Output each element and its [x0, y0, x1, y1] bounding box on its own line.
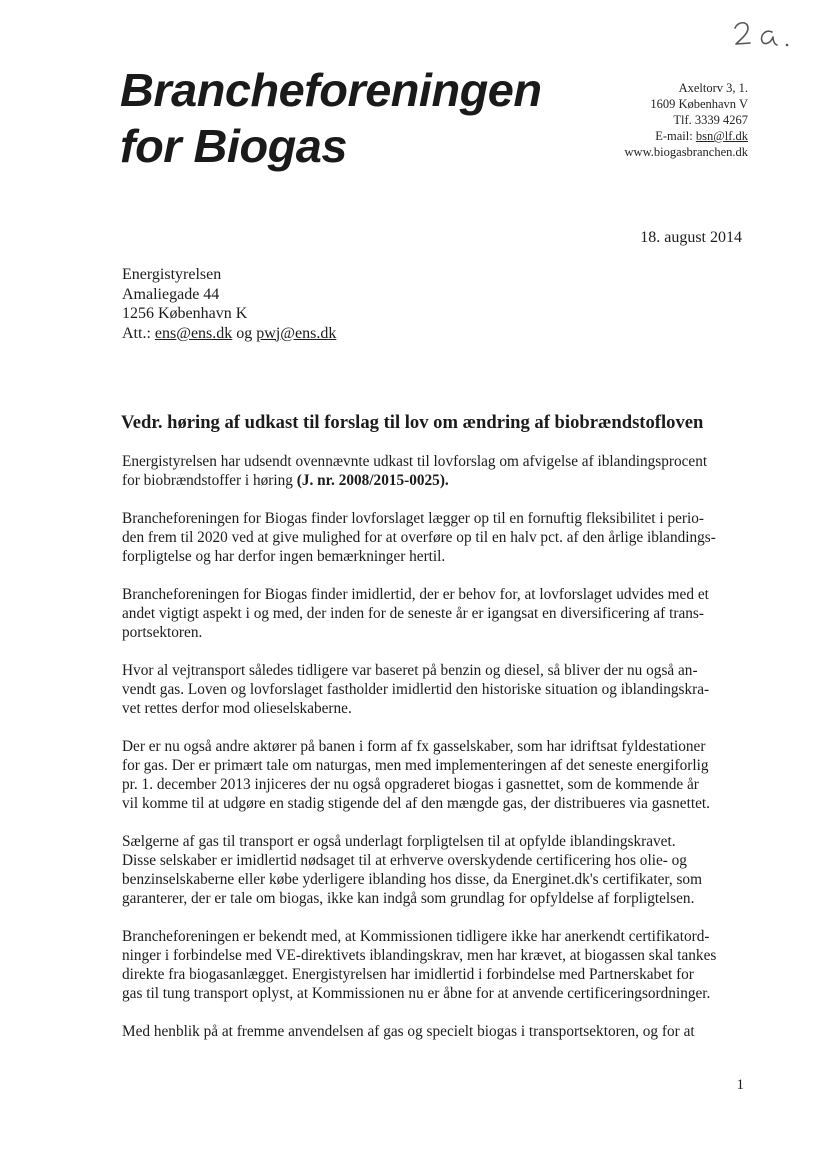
recipient-name: Energistyrelsen: [122, 266, 222, 283]
paragraph-line: [122, 699, 762, 718]
paragraph-line-text: Med henblik på at fremme anvendelsen af gas og specielt biogas i transportsektoren, og for at: [122, 1023, 695, 1040]
paragraph-line-text: vil komme til at udgøre en stadig stigende del af den mængde gas, der distribueres via gasnettet.: [122, 795, 710, 812]
contact-block: [625, 80, 748, 160]
paragraph-line-text: for gas. Der er primært tale om naturgas, men med implementeringen af det seneste energiforlig: [122, 757, 709, 774]
paragraph-line-text: vendt gas. Loven og lovforslaget fastholder imidlertid den historiske situation og iblandingskra-: [122, 681, 710, 698]
recipient-block: [122, 265, 336, 343]
paragraph-line: [122, 946, 762, 965]
paragraph-line: [122, 851, 762, 870]
paragraph-line-text: vet rettes derfor mod olieselskaberne.: [122, 700, 352, 717]
organization-name-line1: Brancheforeningen: [120, 64, 542, 116]
contact-address: Axeltorv 3, 1.: [678, 81, 748, 95]
paragraph-line: [122, 604, 762, 623]
letter-body: [122, 452, 762, 1060]
paragraph-line: [122, 661, 762, 680]
paragraph-line: [122, 927, 762, 946]
paragraph-line: [122, 452, 762, 471]
paragraph-line-text: portsektoren.: [122, 624, 203, 641]
contact-city: 1609 København V: [650, 97, 748, 111]
letter-date: 18. august 2014: [640, 229, 742, 246]
paragraph-line: [122, 832, 762, 851]
paragraph-line-text: Sælgerne af gas til transport er også underlagt forpligtelsen til at opfylde iblandingskravet.: [122, 833, 676, 850]
paragraph-line-text: Disse selskaber er imidlertid nødsaget til at erhverve overskydende certificering hos olie- og: [122, 852, 687, 869]
paragraph-line-text: benzinselskaberne eller købe yderligere iblanding hos disse, da Energinet.dk's certifikater, som: [122, 871, 702, 888]
paragraph-line-text: den frem til 2020 ved at give mulighed for at overføre op til en halv pct. af den årlige iblandings-: [122, 529, 716, 546]
attention-email-2[interactable]: pwj@ens.dk: [256, 324, 337, 342]
paragraph-line: [122, 756, 762, 775]
contact-website[interactable]: www.biogasbranchen.dk: [624, 145, 748, 159]
paragraph-line-text: Brancheforeningen for Biogas finder lovforslaget lægger op til en fornuftig fleksibilitet i perio-: [122, 510, 704, 527]
paragraph-line-text: Hvor al vejtransport således tidligere var baseret på benzin og diesel, så bliver der nu også an-: [122, 662, 698, 679]
paragraph-line: [122, 870, 762, 889]
body-paragraph-1: [122, 452, 762, 490]
paragraph-line-text: andet vigtigt aspekt i og med, der inden for de seneste år er igangsat en diversificering af trans-: [122, 605, 704, 622]
paragraph-line: [122, 528, 762, 547]
paragraph-line-text: forpligtelse og har derfor ingen bemærkninger hertil.: [122, 548, 446, 565]
paragraph-line: [122, 965, 762, 984]
handwritten-annotation-text: [732, 58, 733, 59]
contact-email-line: [625, 128, 748, 144]
body-paragraph-6: [122, 832, 762, 908]
paragraph-line: [122, 737, 762, 756]
body-paragraph-3: [122, 585, 762, 642]
paragraph-line: [122, 984, 762, 1003]
recipient-street: Amaliegade 44: [122, 285, 220, 303]
recipient-attention: [122, 324, 336, 344]
organization-name-line2: for Biogas: [120, 120, 347, 172]
organization-name: [120, 62, 541, 174]
paragraph-line-text: direkte fra biogasanlægget. Energistyrelsen har imidlertid i forbindelse med Partnerskabet for: [122, 966, 694, 983]
attention-conjunction: og: [232, 324, 257, 342]
paragraph-line: [122, 623, 762, 642]
attention-email-1[interactable]: ens@ens.dk: [154, 324, 233, 342]
paragraph-line: [122, 471, 762, 490]
attention-label: Att.:: [122, 324, 155, 342]
paragraph-line-text: Der er nu også andre aktører på banen i form af fx gasselskaber, som har idriftsat fyldestationer: [122, 738, 706, 755]
paragraph-line: [122, 889, 762, 908]
contact-email-link[interactable]: bsn@lf.dk: [695, 129, 748, 143]
paragraph-line-text: for biobrændstoffer i høring: [122, 472, 297, 489]
contact-phone: Tlf. 3339 4267: [673, 113, 748, 127]
paragraph-line-text: garanterer, der er tale om biogas, ikke kan indgå som grundlag for opfyldelse af forpligtelsen.: [122, 890, 695, 907]
paragraph-line-text: ninger i forbindelse med VE-direktivets iblandingskrav, men har krævet, at biogassen skal tankes: [122, 947, 717, 964]
paragraph-line: [122, 794, 762, 813]
paragraph-line-text: pr. 1. december 2013 injiceres der nu også opgraderet biogas i gasnettet, som de kommende år: [122, 776, 699, 793]
paragraph-line: [122, 585, 762, 604]
recipient-city: 1256 København K: [122, 305, 248, 322]
letter-subject: Vedr. høring af udkast til forslag til lov om ændring af biobrændstofloven: [121, 412, 704, 433]
body-paragraph-8: [122, 1022, 762, 1041]
journal-number: (J. nr. 2008/2015-0025).: [296, 472, 449, 489]
body-paragraph-7: [122, 927, 762, 1003]
body-paragraph-5: [122, 737, 762, 813]
paragraph-line: [122, 509, 762, 528]
paragraph-line-text: Brancheforeningen for Biogas finder imidlertid, der er behov for, at lovforslaget udvides med et: [122, 586, 709, 603]
paragraph-line-text: gas til tung transport oplyst, at Kommissionen nu er åbne for at anvende certificeringsordninger.: [122, 985, 711, 1002]
paragraph-line: [122, 680, 762, 699]
handwritten-annotation: [732, 18, 802, 58]
paragraph-line: [122, 775, 762, 794]
contact-email-label: E-mail:: [655, 129, 696, 143]
page-number: 1: [736, 1077, 744, 1093]
paragraph-line-text: Brancheforeningen er bekendt med, at Kommissionen tidligere ikke har anerkendt certifikatord-: [122, 928, 710, 945]
handwritten-annotation-drawing: [732, 18, 802, 58]
body-paragraph-4: [122, 661, 762, 718]
paragraph-line-text: Energistyrelsen har udsendt ovennævnte udkast til lovforslag om afvigelse af iblandingsprocent: [122, 453, 708, 470]
body-paragraph-2: [122, 509, 762, 566]
paragraph-line: [122, 1022, 762, 1041]
paragraph-line: [122, 547, 762, 566]
